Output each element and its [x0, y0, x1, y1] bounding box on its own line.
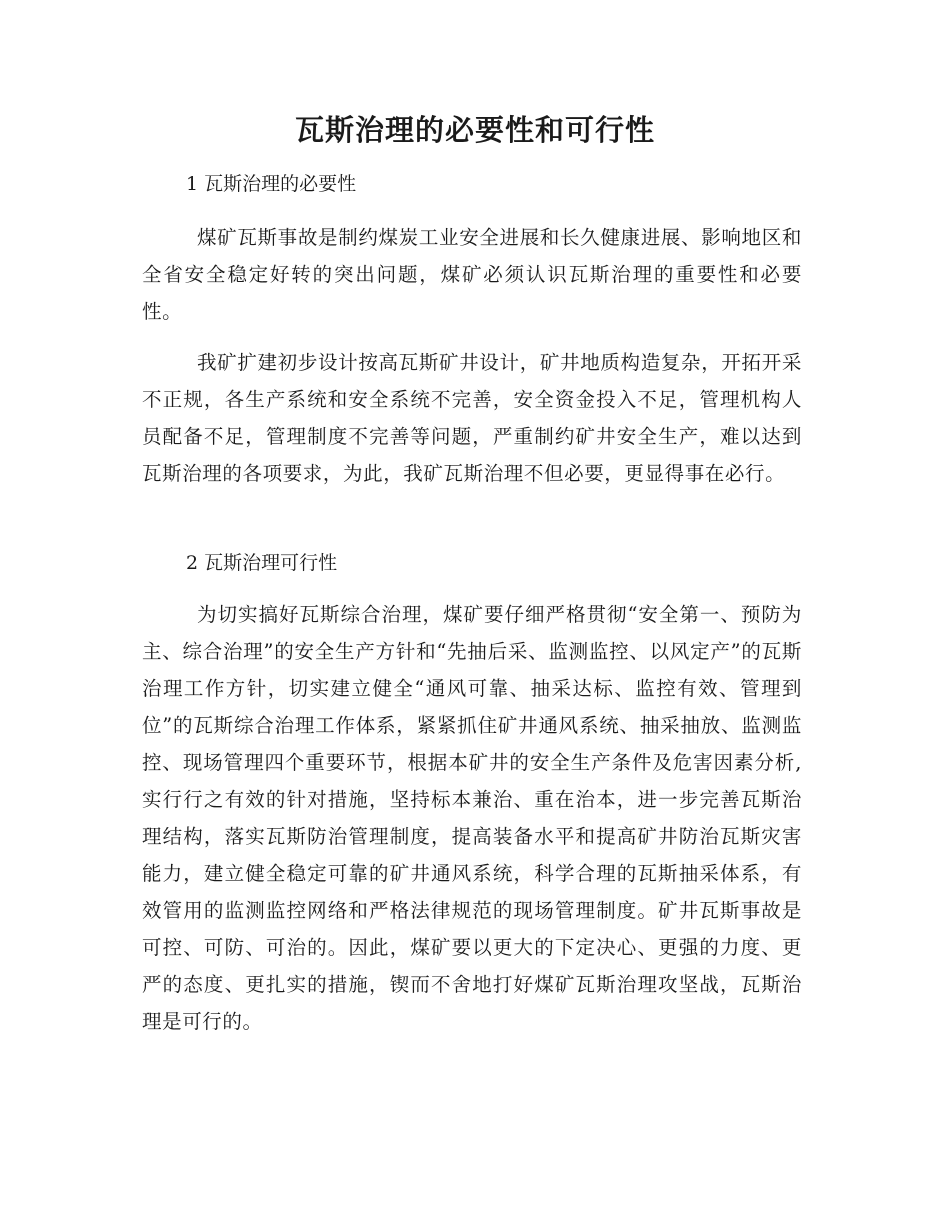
section-heading-feasibility: 2 瓦斯治理可行性	[186, 552, 338, 574]
paragraph: 我矿扩建初步设计按高瓦斯矿井设计，矿井地质构造复杂，开拓开采不正规，各生产系统和安全系统不完善，安全资金投入不足，管理机构人员配备不足，管理制度不完善等问题，严重制约矿井安全生产，难以达到瓦斯治理的各项要求，为此，我矿瓦斯治理不但必要，更显得事在必行。	[142, 351, 802, 485]
document-title: 瓦斯治理的必要性和可行性	[294, 113, 655, 147]
paragraph: 煤矿瓦斯事故是制约煤炭工业安全进展和长久健康进展、影响地区和全省安全稳定好转的突出问题，煤矿必须认识瓦斯治理的重要性和必要性。	[142, 226, 802, 323]
paragraph: 为切实搞好瓦斯综合治理，煤矿要仔细严格贯彻“安全第一、预防为主、综合治理”的安全生产方针和“先抽后采、监测监控、以风定产”的瓦斯治理工作方针，切实建立健全“通风可靠、抽采达标、监控有效、管理到位”的瓦斯综合治理工作体系，紧紧抓住矿井通风系统、抽采抽放、监测监控、现场管理四个重要环节，根据本矿井的安全生产条件及危害因素分析,实行行之有效的针对措施，坚持标本兼治、重在治本，进一步完善瓦斯治理结构，落实瓦斯防治管理制度，提高装备水平和提高矿井防治瓦斯灾害能力，建立健全稳定可靠的矿井通风系统，科学合理的瓦斯抽采体系，有效管用的监测监控网络和严格法律规范的现场管理制度。矿井瓦斯事故是可控、可防、可治的。因此，煤矿要以更大的下定决心、更强的力度、更严的态度、更扎实的措施，锲而不舍地打好煤矿瓦斯治理攻坚战，瓦斯治理是可行的。	[142, 603, 802, 1033]
section-heading-necessity: 1 瓦斯治理的必要性	[186, 173, 357, 195]
